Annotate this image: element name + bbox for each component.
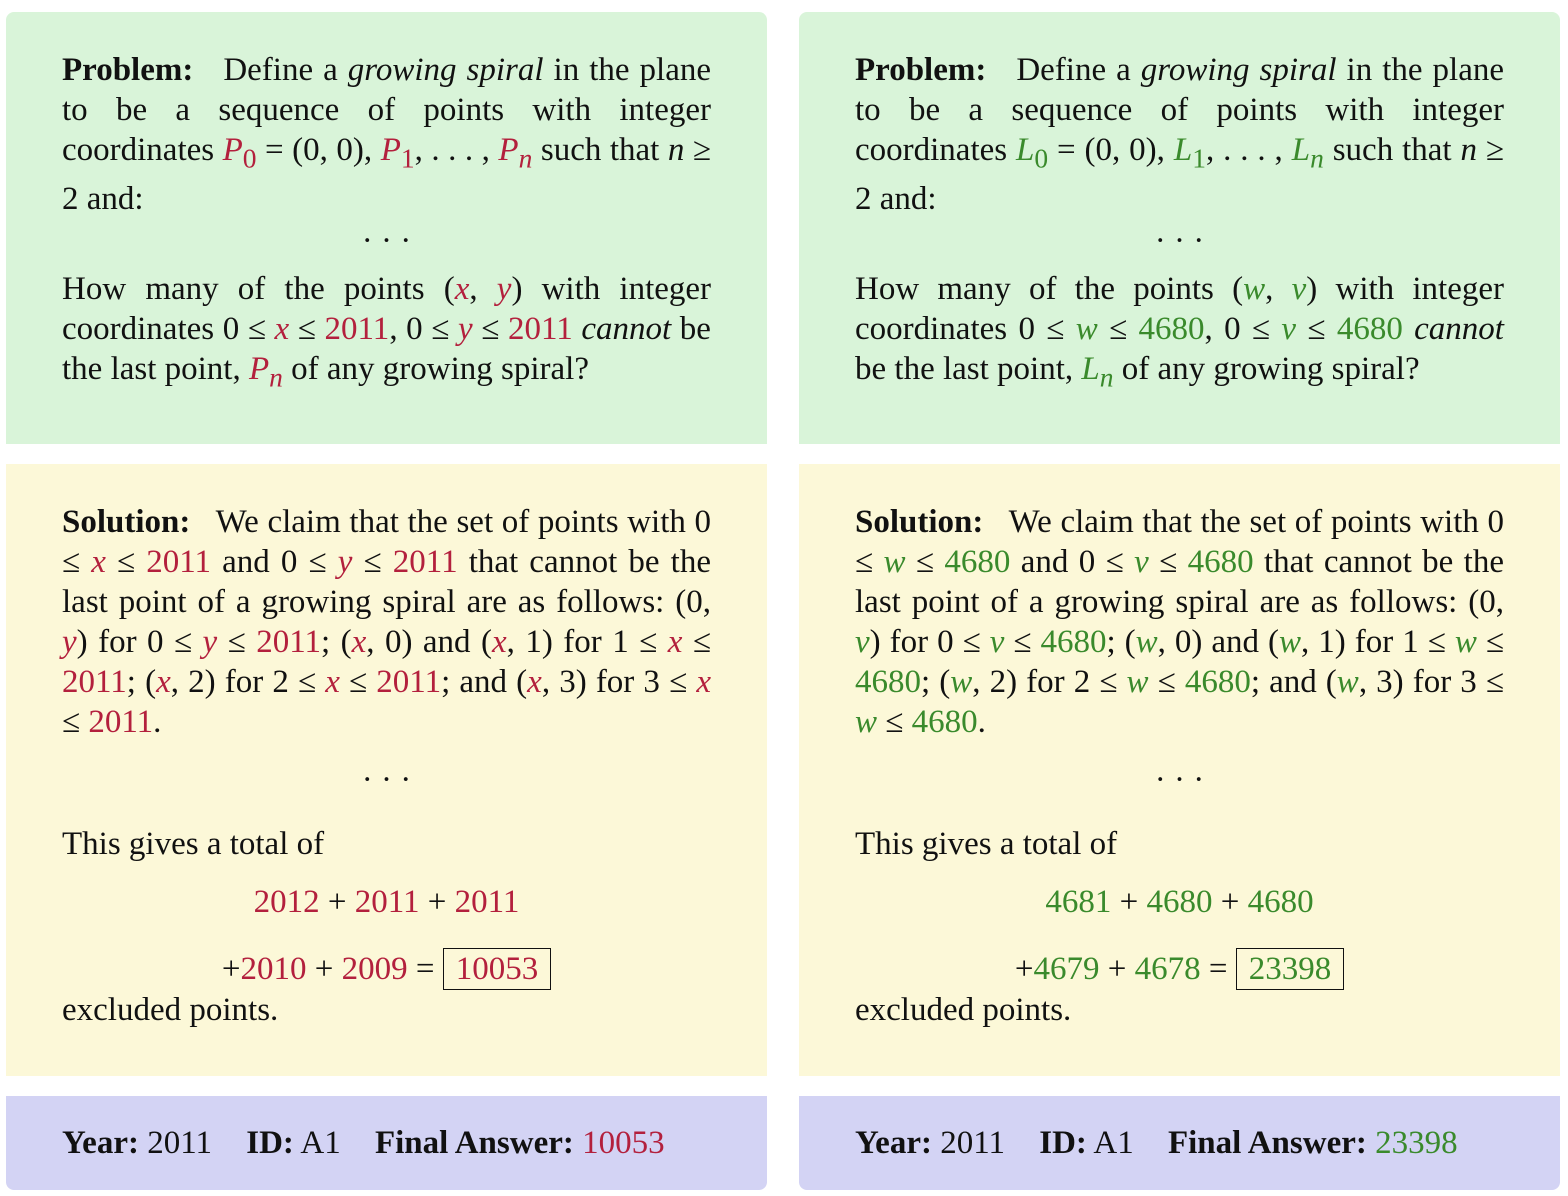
math-symbol: x: [667, 624, 683, 660]
problem-label: Problem:: [855, 52, 987, 88]
math-symbol: 4680: [1184, 664, 1251, 700]
left-sum-line-1: 2012 + 2011 + 2011: [253, 884, 520, 920]
math-symbol: y: [202, 624, 218, 660]
left-excluded-text: excluded points.: [62, 992, 279, 1028]
math-symbol: 4680: [1187, 544, 1254, 580]
left-problem-panel: [6, 12, 767, 444]
math-symbol: 1: [400, 142, 415, 174]
right-problem-text: Problem: Define a growing spiral in the plane to be a sequence of points with integer coordinates $L_0 = (0$, 0), $L_1$, . . . , $L_n$ such that n ≥ 2 and:: [855, 52, 1505, 217]
math-symbol: w: [883, 544, 906, 580]
right-sum-line-1: 4681 + 4680 + 4680: [1045, 884, 1314, 920]
id-label: ID:: [246, 1125, 294, 1161]
math-symbol: P: [222, 132, 243, 168]
left-id: A1: [300, 1125, 341, 1161]
math-symbol: 2011: [146, 544, 212, 580]
left-sum-line-2: +2010 + 2009 = 10053: [62, 948, 711, 990]
math-symbol: 4681: [1045, 884, 1112, 920]
right-solution-panel: [799, 464, 1560, 1076]
math-symbol: 0: [1034, 142, 1049, 174]
math-symbol: n: [269, 361, 283, 393]
math-symbol: 2011: [256, 624, 321, 660]
year-label: Year:: [62, 1125, 139, 1161]
math-symbol: x: [454, 270, 470, 307]
left-total-intro: This gives a total of: [62, 826, 325, 862]
math-symbol: 2011: [392, 544, 458, 580]
math-symbol: 4680: [1040, 624, 1107, 660]
math-symbol: 4680: [1247, 884, 1314, 920]
math-symbol: x: [274, 310, 290, 347]
right-id: A1: [1093, 1125, 1134, 1161]
right-problem-panel: [799, 12, 1560, 444]
math-symbol: v: [855, 624, 870, 660]
ellipsis: · · ·: [361, 762, 412, 798]
math-symbol: w: [950, 664, 973, 700]
math-symbol: y: [496, 270, 512, 307]
math-symbol: 2011: [324, 310, 390, 347]
right-excluded-text: excluded points.: [855, 992, 1072, 1028]
math-symbol: n: [1460, 132, 1477, 168]
math-symbol: 4680: [1138, 310, 1205, 347]
math-symbol: 1: [1192, 142, 1206, 174]
math-symbol: w: [1075, 310, 1098, 347]
math-symbol: 2009: [341, 951, 408, 987]
final-answer-label: Final Answer:: [374, 1125, 574, 1161]
math-symbol: x: [696, 664, 711, 700]
math-symbol: 2011: [62, 664, 127, 700]
math-symbol: L: [1291, 132, 1311, 168]
math-symbol: x: [351, 624, 367, 660]
final-answer-label: Final Answer:: [1167, 1125, 1367, 1161]
right-final-answer: 23398: [1375, 1125, 1458, 1161]
right-total-intro: This gives a total of: [855, 826, 1118, 862]
ellipsis: · · ·: [1154, 222, 1205, 259]
math-symbol: 2011: [376, 664, 442, 700]
math-symbol: v: [1291, 270, 1307, 307]
right-year: 2011: [940, 1125, 1005, 1161]
math-symbol: 4680: [1146, 884, 1213, 920]
math-symbol: 4678: [1134, 951, 1201, 987]
id-label: ID:: [1039, 1125, 1087, 1161]
math-symbol: x: [325, 664, 340, 700]
right-footer: [799, 1096, 1560, 1190]
math-symbol: v: [989, 624, 1005, 660]
problem-label: Problem:: [62, 52, 194, 88]
math-symbol: P: [380, 132, 401, 168]
math-symbol: P: [248, 350, 270, 387]
math-symbol: n: [1099, 361, 1114, 393]
math-symbol: w: [1279, 624, 1302, 660]
ellipsis: · · ·: [1154, 762, 1205, 798]
right-boxed-total: 23398: [1236, 948, 1345, 990]
math-symbol: 2011: [454, 884, 520, 920]
math-symbol: n: [518, 142, 533, 174]
math-symbol: n: [1310, 142, 1324, 174]
math-symbol: 2011: [354, 884, 420, 920]
math-symbol: 4679: [1033, 951, 1100, 987]
left-problem-question: How many of the points (x, y) with integer coordinates 0 ≤ x ≤ 2011, 0 ≤ y ≤ 2011 cannot be the last point, $P_n$ of any growing spiral?: [62, 270, 712, 393]
math-symbol: w: [1126, 664, 1149, 700]
math-symbol: 2011: [507, 310, 573, 347]
math-symbol: y: [62, 624, 77, 660]
right-sum-line-2: +4679 + 4678 = 23398: [855, 948, 1504, 990]
math-symbol: 0: [242, 142, 257, 174]
math-symbol: n: [667, 132, 685, 168]
math-symbol: 2012: [253, 884, 320, 920]
math-symbol: 2011: [88, 704, 154, 740]
solution-label: Solution:: [855, 504, 984, 540]
math-symbol: 4680: [855, 664, 921, 700]
math-symbol: 4680: [911, 704, 978, 740]
solution-label: Solution:: [62, 504, 191, 540]
math-symbol: L: [1173, 132, 1193, 168]
left-solution-panel: [6, 464, 767, 1076]
left-year: 2011: [147, 1125, 212, 1161]
math-symbol: v: [1281, 310, 1297, 347]
math-symbol: x: [527, 664, 542, 700]
left-boxed-total: 10053: [443, 948, 552, 990]
left-final-answer: 10053: [582, 1125, 665, 1161]
left-footer: [6, 1096, 767, 1190]
math-symbol: w: [1243, 270, 1266, 307]
right-problem-question: How many of the points (w, v) with integer coordinates 0 ≤ w ≤ 4680, 0 ≤ v ≤ 4680 cannot be the last point, $L_n$ of any growing spiral?: [855, 270, 1505, 393]
left-problem-text: Problem: Define a growing spiral in the plane to be a sequence of points with integer coordinates $P_0 = (0$, 0), $P_1$, . . . , $P_n$ such that n ≥ 2 and:: [62, 52, 711, 217]
math-symbol: P: [498, 132, 519, 168]
math-symbol: w: [1454, 624, 1477, 660]
math-symbol: w: [1336, 664, 1359, 700]
math-symbol: x: [156, 664, 171, 700]
math-symbol: y: [337, 544, 353, 580]
right-solution-text: Solution: We claim that the set of points with 0 ≤ w ≤ 4680 and 0 ≤ v ≤ 4680 that cannot be the last point of a growing spiral are as follows: (0, v) for 0 ≤ v ≤ 4680; (w, 0) and (w, 1) for 1 ≤ w ≤ 4680; (w, 2) for 2 ≤ w ≤ 4680; and (w, 3) for 3 ≤ w ≤ 4680.: [855, 504, 1504, 740]
math-symbol: 2010: [240, 951, 307, 987]
math-symbol: v: [1134, 544, 1149, 580]
math-symbol: L: [1016, 132, 1035, 168]
math-symbol: L: [1081, 350, 1100, 387]
math-symbol: 4680: [1336, 310, 1403, 347]
left-solution-text: Solution: We claim that the set of points with 0 ≤ x ≤ 2011 and 0 ≤ y ≤ 2011 that cannot be the last point of a growing spiral are as follows: (0, y) for 0 ≤ y ≤ 2011; (x, 0) and (x, 1) for 1 ≤ x ≤ 2011; (x, 2) for 2 ≤ x ≤ 2011; and (x, 3) for 3 ≤ x ≤ 2011.: [62, 504, 711, 740]
math-symbol: y: [458, 310, 473, 347]
math-symbol: x: [492, 624, 507, 660]
math-symbol: w: [855, 704, 878, 740]
ellipsis: · · ·: [361, 222, 412, 259]
math-symbol: x: [91, 544, 106, 580]
math-symbol: w: [1135, 624, 1158, 660]
year-label: Year:: [855, 1125, 932, 1161]
math-symbol: 4680: [944, 544, 1011, 580]
